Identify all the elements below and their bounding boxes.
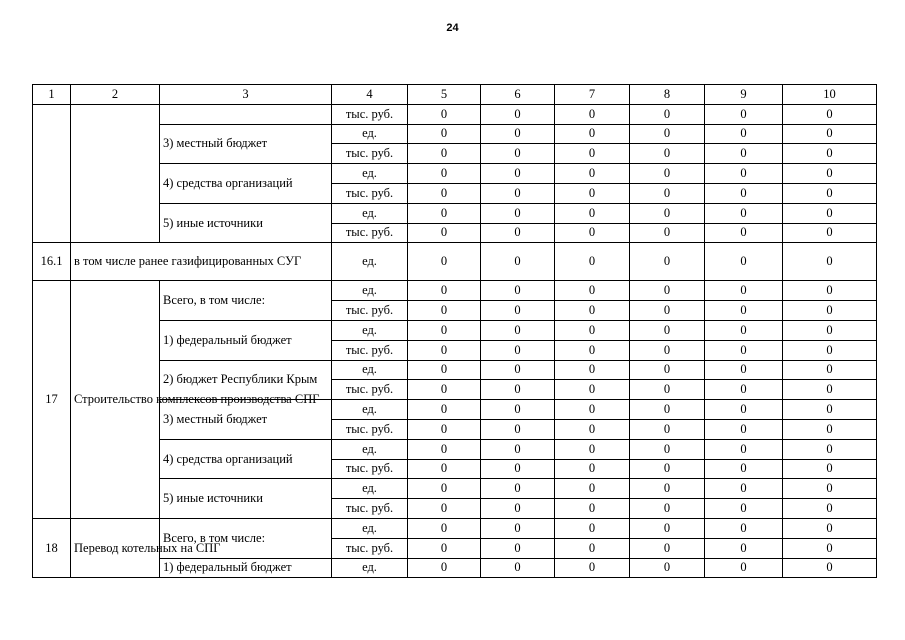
value-cell: 0 <box>481 499 555 519</box>
value-cell: 0 <box>555 439 630 459</box>
value-cell: 0 <box>705 183 783 203</box>
unit-cell: тыс. руб. <box>332 340 408 360</box>
value-cell: 0 <box>783 538 877 558</box>
value-cell: 0 <box>555 243 630 281</box>
value-cell: 0 <box>630 459 705 479</box>
table-row <box>33 320 877 340</box>
value-cell: 0 <box>783 518 877 538</box>
value-cell: 0 <box>408 380 481 400</box>
value-cell: 0 <box>783 203 877 223</box>
source-cell: 4) средства организаций <box>160 439 332 479</box>
value-cell: 0 <box>630 124 705 144</box>
value-cell: 0 <box>783 558 877 578</box>
value-cell: 0 <box>705 360 783 380</box>
row-number-cell: 18 <box>33 518 71 577</box>
value-cell: 0 <box>481 104 555 124</box>
value-cell: 0 <box>705 320 783 340</box>
value-cell: 0 <box>555 281 630 301</box>
unit-cell: тыс. руб. <box>332 380 408 400</box>
value-cell: 0 <box>783 360 877 380</box>
value-cell: 0 <box>555 419 630 439</box>
value-cell: 0 <box>705 439 783 459</box>
value-cell: 0 <box>555 558 630 578</box>
unit-cell: ед. <box>332 360 408 380</box>
value-cell: 0 <box>783 320 877 340</box>
value-cell: 0 <box>555 459 630 479</box>
value-cell: 0 <box>783 400 877 420</box>
value-cell: 0 <box>630 104 705 124</box>
value-cell: 0 <box>408 203 481 223</box>
value-cell: 0 <box>555 380 630 400</box>
value-cell: 0 <box>705 479 783 499</box>
table-row <box>33 439 877 459</box>
value-cell: 0 <box>481 183 555 203</box>
value-cell: 0 <box>630 360 705 380</box>
value-cell: 0 <box>555 301 630 321</box>
header-cell: 9 <box>705 85 783 105</box>
value-cell: 0 <box>555 360 630 380</box>
value-cell: 0 <box>481 479 555 499</box>
value-cell: 0 <box>783 499 877 519</box>
value-cell: 0 <box>481 459 555 479</box>
value-cell: 0 <box>783 281 877 301</box>
value-cell: 0 <box>408 479 481 499</box>
value-cell: 0 <box>705 164 783 184</box>
value-cell: 0 <box>481 320 555 340</box>
value-cell: 0 <box>630 183 705 203</box>
value-cell: 0 <box>408 281 481 301</box>
value-cell: 0 <box>783 223 877 243</box>
value-cell: 0 <box>705 499 783 519</box>
table-row <box>33 124 877 144</box>
value-cell: 0 <box>555 518 630 538</box>
value-cell: 0 <box>783 104 877 124</box>
table-row <box>33 104 877 124</box>
value-cell: 0 <box>783 164 877 184</box>
value-cell: 0 <box>783 144 877 164</box>
value-cell: 0 <box>630 340 705 360</box>
value-cell: 0 <box>630 223 705 243</box>
unit-cell: тыс. руб. <box>332 144 408 164</box>
value-cell: 0 <box>783 124 877 144</box>
value-cell: 0 <box>481 360 555 380</box>
value-cell: 0 <box>630 538 705 558</box>
table-row <box>33 518 877 538</box>
value-cell: 0 <box>630 558 705 578</box>
value-cell: 0 <box>555 124 630 144</box>
source-cell: 3) местный бюджет <box>160 124 332 164</box>
value-cell: 0 <box>630 301 705 321</box>
value-cell: 0 <box>408 243 481 281</box>
value-cell: 0 <box>481 203 555 223</box>
value-cell: 0 <box>408 104 481 124</box>
unit-cell: тыс. руб. <box>332 223 408 243</box>
value-cell: 0 <box>783 183 877 203</box>
value-cell: 0 <box>408 223 481 243</box>
value-cell: 0 <box>555 538 630 558</box>
value-cell: 0 <box>555 499 630 519</box>
value-cell: 0 <box>630 243 705 281</box>
value-cell: 0 <box>408 518 481 538</box>
value-cell: 0 <box>555 164 630 184</box>
unit-cell: тыс. руб. <box>332 183 408 203</box>
header-row <box>33 85 877 105</box>
value-cell: 0 <box>481 340 555 360</box>
value-cell: 0 <box>555 104 630 124</box>
table-row <box>33 203 877 223</box>
unit-cell: ед. <box>332 281 408 301</box>
value-cell: 0 <box>408 164 481 184</box>
value-cell: 0 <box>555 479 630 499</box>
value-cell: 0 <box>630 164 705 184</box>
value-cell: 0 <box>783 340 877 360</box>
value-cell: 0 <box>408 144 481 164</box>
header-cell: 5 <box>408 85 481 105</box>
source-cell: 2) бюджет Республики Крым <box>160 360 332 400</box>
value-cell: 0 <box>481 558 555 578</box>
row-name-cell <box>71 104 160 243</box>
source-cell: 1) федеральный бюджет <box>160 320 332 360</box>
header-cell: 1 <box>33 85 71 105</box>
value-cell: 0 <box>705 419 783 439</box>
unit-cell: ед. <box>332 400 408 420</box>
value-cell: 0 <box>555 223 630 243</box>
value-cell: 0 <box>481 400 555 420</box>
table-row <box>33 479 877 499</box>
value-cell: 0 <box>705 558 783 578</box>
value-cell: 0 <box>481 419 555 439</box>
source-cell: Всего, в том числе: <box>160 281 332 321</box>
unit-cell: тыс. руб. <box>332 301 408 321</box>
value-cell: 0 <box>783 479 877 499</box>
value-cell: 0 <box>630 439 705 459</box>
value-cell: 0 <box>630 281 705 301</box>
value-cell: 0 <box>481 223 555 243</box>
value-cell: 0 <box>630 144 705 164</box>
source-cell: 4) средства организаций <box>160 164 332 204</box>
unit-cell: ед. <box>332 320 408 340</box>
value-cell: 0 <box>705 281 783 301</box>
unit-cell: ед. <box>332 243 408 281</box>
value-cell: 0 <box>481 144 555 164</box>
table-row <box>33 281 877 301</box>
row-number-cell <box>33 104 71 243</box>
unit-cell: ед. <box>332 124 408 144</box>
header-cell: 7 <box>555 85 630 105</box>
value-cell: 0 <box>555 144 630 164</box>
value-cell: 0 <box>481 439 555 459</box>
value-cell: 0 <box>705 104 783 124</box>
unit-cell: ед. <box>332 164 408 184</box>
value-cell: 0 <box>705 243 783 281</box>
value-cell: 0 <box>705 400 783 420</box>
value-cell: 0 <box>481 518 555 538</box>
value-cell: 0 <box>705 340 783 360</box>
value-cell: 0 <box>630 479 705 499</box>
value-cell: 0 <box>705 380 783 400</box>
value-cell: 0 <box>783 301 877 321</box>
value-cell: 0 <box>630 499 705 519</box>
value-cell: 0 <box>783 419 877 439</box>
header-cell: 3 <box>160 85 332 105</box>
row-number-cell: 16.1 <box>33 243 71 281</box>
page-number: 24 <box>446 22 459 34</box>
value-cell: 0 <box>630 400 705 420</box>
row-number-cell: 17 <box>33 281 71 519</box>
unit-cell: тыс. руб. <box>332 499 408 519</box>
unit-cell: ед. <box>332 518 408 538</box>
value-cell: 0 <box>481 301 555 321</box>
value-cell: 0 <box>481 538 555 558</box>
value-cell: 0 <box>408 183 481 203</box>
source-cell: 3) местный бюджет <box>160 400 332 440</box>
source-cell: 5) иные источники <box>160 479 332 519</box>
unit-cell: тыс. руб. <box>332 419 408 439</box>
value-cell: 0 <box>705 459 783 479</box>
value-cell: 0 <box>783 459 877 479</box>
value-cell: 0 <box>408 400 481 420</box>
source-cell <box>160 104 332 124</box>
unit-cell: тыс. руб. <box>332 459 408 479</box>
row-name-cell: в том числе ранее газифицированных СУГ <box>71 243 332 281</box>
value-cell: 0 <box>630 419 705 439</box>
value-cell: 0 <box>408 419 481 439</box>
value-cell: 0 <box>481 164 555 184</box>
value-cell: 0 <box>408 320 481 340</box>
value-cell: 0 <box>630 203 705 223</box>
unit-cell: ед. <box>332 439 408 459</box>
value-cell: 0 <box>481 124 555 144</box>
source-cell: Всего, в том числе: <box>160 518 332 558</box>
header-cell: 2 <box>71 85 160 105</box>
value-cell: 0 <box>783 243 877 281</box>
value-cell: 0 <box>555 203 630 223</box>
source-cell: 5) иные источники <box>160 203 332 243</box>
value-cell: 0 <box>481 281 555 301</box>
value-cell: 0 <box>705 301 783 321</box>
value-cell: 0 <box>408 459 481 479</box>
value-cell: 0 <box>408 340 481 360</box>
table-row <box>33 558 877 578</box>
value-cell: 0 <box>408 439 481 459</box>
value-cell: 0 <box>705 203 783 223</box>
table-row <box>33 360 877 380</box>
row-name-cell: Строительство комплексов производства СПГ <box>71 281 160 519</box>
value-cell: 0 <box>630 518 705 538</box>
value-cell: 0 <box>705 518 783 538</box>
header-cell: 10 <box>783 85 877 105</box>
value-cell: 0 <box>555 183 630 203</box>
value-cell: 0 <box>705 538 783 558</box>
value-cell: 0 <box>408 538 481 558</box>
value-cell: 0 <box>630 320 705 340</box>
table-row <box>33 164 877 184</box>
unit-cell: ед. <box>332 558 408 578</box>
header-cell: 4 <box>332 85 408 105</box>
source-cell: 1) федеральный бюджет <box>160 558 332 578</box>
value-cell: 0 <box>783 380 877 400</box>
value-cell: 0 <box>555 320 630 340</box>
value-cell: 0 <box>630 380 705 400</box>
unit-cell: ед. <box>332 479 408 499</box>
unit-cell: тыс. руб. <box>332 104 408 124</box>
unit-cell: тыс. руб. <box>332 538 408 558</box>
value-cell: 0 <box>408 558 481 578</box>
value-cell: 0 <box>481 380 555 400</box>
row-name-cell: Перевод котельных на СПГ <box>71 518 160 577</box>
value-cell: 0 <box>783 439 877 459</box>
value-cell: 0 <box>481 243 555 281</box>
table-row <box>33 243 877 281</box>
header-cell: 8 <box>630 85 705 105</box>
value-cell: 0 <box>705 223 783 243</box>
value-cell: 0 <box>408 124 481 144</box>
value-cell: 0 <box>408 301 481 321</box>
value-cell: 0 <box>408 499 481 519</box>
value-cell: 0 <box>705 124 783 144</box>
value-cell: 0 <box>555 340 630 360</box>
header-cell: 6 <box>481 85 555 105</box>
value-cell: 0 <box>555 400 630 420</box>
value-cell: 0 <box>408 360 481 380</box>
investment-table <box>32 84 877 578</box>
value-cell: 0 <box>705 144 783 164</box>
unit-cell: ед. <box>332 203 408 223</box>
